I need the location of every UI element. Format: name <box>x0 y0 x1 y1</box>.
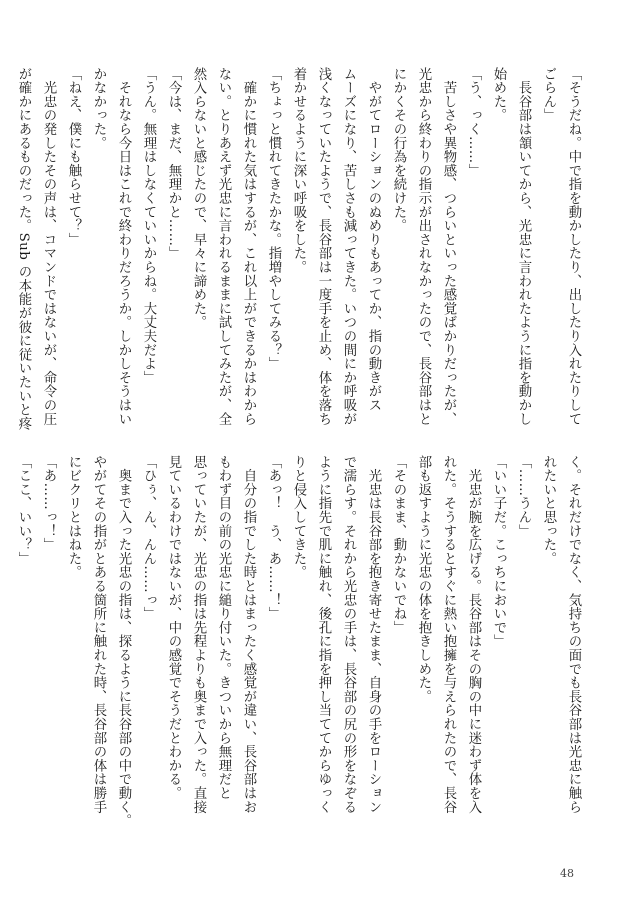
text-line: 「……うん」 <box>516 455 531 538</box>
text-line: やがてその指がとある箇所に触れた時、長谷部の体は勝手 <box>91 455 106 814</box>
text-line: 「ここ、いい？」 <box>16 455 31 566</box>
text-line: ムーズになり、苦しさも減ってきた。いつの間にか呼吸が <box>341 67 356 426</box>
text-line: もわず目の前の光忠に縋り付いた。きついから無理だと <box>216 455 231 800</box>
text-line: 然入らないと感じたので、早々に諦めた。 <box>191 67 206 330</box>
text-line: れたいと思った。 <box>541 455 556 566</box>
text-line: 「あ……っ！」 <box>41 455 56 552</box>
text-line: にビクリとはねた。 <box>66 455 81 580</box>
text-line: 長谷部は頷いてから、光忠に言われたように指を動かし <box>516 67 531 426</box>
text-line: りと侵入してきた。 <box>291 455 306 580</box>
text-line: 「そのまま、動かないでね」 <box>391 455 406 635</box>
text-line: 奥まで入った光忠の指は、探るように長谷部の中で動く。 <box>116 455 131 828</box>
text-line: 着かせるように深い呼吸をした。 <box>291 67 306 274</box>
text-line: で濡らす。それから光忠の手は、長谷部の尻の形をなぞる <box>341 455 356 814</box>
text-line: にかくその行為を続けた。 <box>391 67 406 233</box>
text-line: れた。そうするとすぐに熱い抱擁を与えられたので、長谷 <box>441 455 456 814</box>
text-line: く。それだけでなく、気持ちの面でも長谷部は光忠に触ら <box>566 455 581 814</box>
text-line: 確かに慣れた気はするが、これ以上ができるかはわから <box>241 67 256 426</box>
text-line: 「ひぅ、ん、んん……っ」 <box>141 455 156 621</box>
text-line: ごらん」 <box>541 67 556 123</box>
text-line: 浅くなっていたようで、長谷部は一度手を止め、体を落ち <box>316 67 331 426</box>
text-line: が確かにあるものだった。Sub の本能が彼に従いたいと疼 <box>16 67 31 431</box>
text-line: 「今は、まだ、無理かと……」 <box>166 67 181 261</box>
text-line: 光忠の発したその声は、コマンドではないが、命令の圧 <box>41 67 56 426</box>
text-line: やがてローションのぬめりもあってか、指の動きがス <box>366 67 381 412</box>
text-line: 「ちょっと慣れてきたかな。指増やしてみる？」 <box>266 67 281 371</box>
text-line: 自分の指でした時とはまったく感覚が違い、長谷部はお <box>241 455 256 814</box>
text-line: 「あっ！ う、あ……！」 <box>266 455 281 621</box>
text-block-lower <box>16 455 586 830</box>
page-number: 48 <box>560 867 574 880</box>
text-line: それなら今日はこれで終わりだろうか。しかしそうはい <box>116 67 131 426</box>
text-line: 「いい子だ。こっちにおいで」 <box>491 455 506 649</box>
text-block-upper <box>16 67 586 442</box>
text-line: 「そうだね。中で指を動かしたり、出したり入れたりして <box>566 67 581 426</box>
text-line: ない。とりあえず光忠に言われるままに試してみたが、全 <box>216 67 231 426</box>
text-line: 「ねえ、僕にも触らせて？」 <box>66 67 81 247</box>
text-line: 苦しさや異物感、つらいといった感覚ばかりだったが、 <box>441 67 456 426</box>
text-line: 始めた。 <box>491 67 506 123</box>
text-line: 光忠から終わりの指示が出されなかったので、長谷部はと <box>416 67 431 426</box>
text-line: 部も返すように光忠の体を抱きしめた。 <box>416 455 431 704</box>
text-line: ように指先で肌に触れ、後孔に指を押し当ててからゆっく <box>316 455 331 814</box>
text-line: 「うん。無理はしなくていいからね。大丈夫だよ」 <box>141 67 156 385</box>
text-line: 光忠が腕を広げる。長谷部はその胸の中に迷わず体を入 <box>466 455 481 814</box>
text-line: 見ているわけではないが、中の感覚でそうだとわかる。 <box>166 455 181 800</box>
text-line: かなかった。 <box>91 67 106 150</box>
text-line: 光忠は長谷部を抱き寄せたまま、自身の手をローション <box>366 455 381 814</box>
text-line: 「う、っく……」 <box>466 67 481 178</box>
text-line: 思っていたが、光忠の指は先程よりも奥まで入った。直接 <box>191 455 206 814</box>
